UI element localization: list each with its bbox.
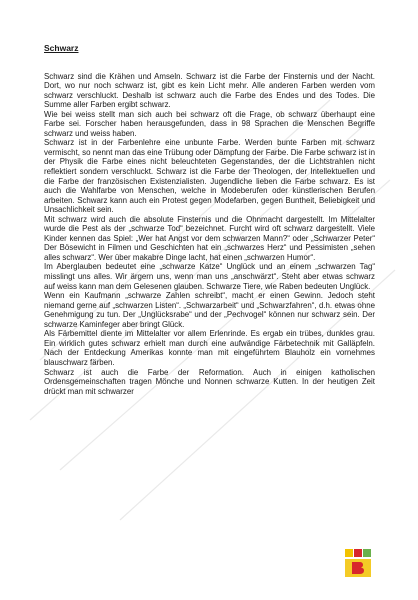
paragraph: Im Aberglauben bedeutet eine „schwarze Katze“ Unglück und an einem „schwarzen Tag“ misslingt uns alles. Wir ärgern uns, wenn man uns „anschwärzt“. Steht aber etwas schwarz auf weiss kann man dem Gelesenen glauben. Schwarze Tiere, wie Raben bedeuten Unglück. — [44, 262, 375, 291]
paragraph: Schwarz sind die Krähen und Amseln. Schwarz ist die Farbe der Finsternis und der Nacht. Dort, wo nur noch schwarz ist, gibt es kein Licht mehr. Alle anderen Farben werden vom schwarz verschluckt. Deshalb ist schwarz auch die Farbe des Endes und des Todes. Die Summe aller Farben ergibt schwarz. — [44, 71, 375, 110]
paragraph: Wenn ein Kaufmann „schwarze Zahlen schreibt“, macht er einen Gewinn. Jedoch steht niemand gerne auf „schwarzen Listen“. „Schwarzarbeit“ und „Schwarzfahren“, d.h. etwas ohne Genehmigung zu tun. Der „Unglücksrabe“ und der „Pechvogel“ können nur schwarz sein. Der schwarze Kaminfeger aber bringt Glück. — [44, 291, 375, 329]
paragraph: Schwarz ist in der Farbenlehre eine unbunte Farbe. Werden bunte Farben mit schwarz vermischt, so nennt man das eine Trübung oder Dämpfung der Farbe. Die Farbe schwarz ist in der Physik die Farbe eines nicht beleuchteten Gegenstandes, der die Lichtstrahlen nicht reflektiert sondern verschluckt. Schwarz ist die Farbe der Theologen, der Intellektuellen und die Farbe der französischen Existenzialisten. Jugendliche lieben die Farbe schwarz. Es ist auch die Wahlfarbe von Menschen, welche in Modeberufen oder künstlerischen Berufen arbeiten. Schwarz kann auch ein Protest gegen Modefarben, gegen Buntheit, Beliebigkeit und Unsachlichkeit sein. — [44, 138, 375, 215]
paragraph: Schwarz ist auch die Farbe der Reformation. Auch in einigen katholischen Ordensgemeinschaften tragen Mönche und Nonnen schwarze Kutten. In der heutigen Zeit drückt man mit schwarzer — [44, 367, 375, 396]
publisher-logo-icon — [344, 548, 372, 578]
paragraph: Mit schwarz wird auch die absolute Finsternis und die Ohnmacht dargestellt. Im Mittelalter wurde die Pest als der „schwarze Tod“ bezeichnet. Furcht wird oft schwarz dargestellt. Viele Kinder kennen das Spiel: „Wer hat Angst vor dem schwarzen Mann?“ oder „Schwarzer Peter“ Der Bösewicht in Filmen und Geschichten hat ein „schwarzes Herz“ und Pessimisten „sehen alles schwarz“. Wer über makabre Dinge lacht, hat einen „schwarzen Humor“. — [44, 214, 375, 262]
paragraph: Als Färbemittel diente im Mittelalter vor allem Erlenrinde. Es ergab ein trübes, dunkles grau. Ein wirklich gutes schwarz erhielt man durch eine aufwändige Färbetechnik mit Galläpfeln. Nach der Entdeckung Amerikas konnte man mit eingeführtem Blauholz ein vornehmes blauschwarz färben. — [44, 329, 375, 367]
document-body — [44, 44, 375, 396]
document-title: Schwarz — [44, 43, 79, 53]
paragraph: Wie bei weiss stellt man sich auch bei schwarz oft die Frage, ob schwarz überhaupt eine Farbe sei. Forscher haben herausgefunden, dass in 98 Sprachen die Menschen Begriffe schwarz und weiss haben. — [44, 109, 375, 138]
